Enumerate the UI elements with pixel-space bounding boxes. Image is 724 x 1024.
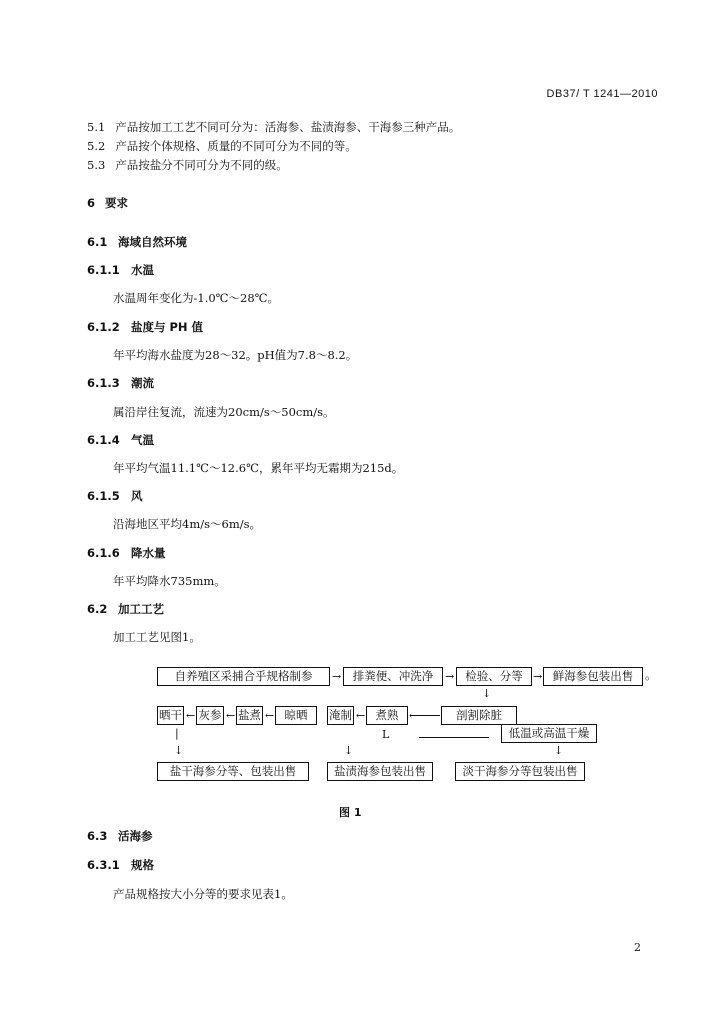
flow-box-gut: 剖割除脏 xyxy=(441,706,517,725)
section-6-1-1-heading xyxy=(87,262,154,278)
flow-box-sun-dry: 晒干 xyxy=(157,706,184,725)
section-number: 6.1 xyxy=(87,235,108,249)
arrow-left-icon: ← xyxy=(356,709,366,722)
connector-corner-mark: L xyxy=(382,728,390,741)
clause-5-2 xyxy=(87,138,357,154)
section-number: 6 xyxy=(87,196,96,210)
section-title: 潮流 xyxy=(131,376,154,390)
section-6-2-heading xyxy=(87,601,164,617)
section-title: 加工工艺 xyxy=(118,602,164,616)
arrow-right-icon: → xyxy=(445,670,455,683)
flow-box-fresh-sale: 鲜海参包装出售 xyxy=(543,667,643,686)
clause-number: 5.1 xyxy=(87,120,106,134)
section-title: 降水量 xyxy=(131,546,166,560)
flow-box-dry-temp: 低温或高温干燥 xyxy=(501,724,597,743)
standard-number: DB37/ T 1241—2010 xyxy=(546,88,658,100)
flow-box-salt-boil: 盐煮 xyxy=(236,706,263,725)
section-6-2-body: 加工工艺见图1。 xyxy=(113,630,201,644)
connector-line xyxy=(419,737,489,738)
section-6-3-1-heading xyxy=(87,857,154,873)
arrow-left-icon: ← xyxy=(265,709,275,722)
clause-5-1 xyxy=(87,119,460,135)
section-number: 6.1.3 xyxy=(87,376,120,390)
flow-box-salt-dry-sale: 盐干海参分等、包装出售 xyxy=(157,762,309,781)
clause-5-3 xyxy=(87,157,288,173)
clause-text: 产品按盐分不同可分为不同的级。 xyxy=(115,158,288,172)
flow-box-clean: 排粪便、冲洗净 xyxy=(343,667,443,686)
section-6-1-6-heading xyxy=(87,545,166,561)
section-number: 6.2 xyxy=(87,602,108,616)
section-number: 6.1.1 xyxy=(87,263,120,277)
section-title: 活海参 xyxy=(118,829,153,843)
arrow-down-icon: ↓ xyxy=(174,744,184,757)
section-title: 盐度与 PH 值 xyxy=(131,320,204,334)
flow-box-salting: 淹制 xyxy=(327,706,354,725)
flow-box-boil-cook: 煮熟 xyxy=(366,706,408,725)
section-title: 海域自然环境 xyxy=(118,235,187,249)
flow-box-light-dry-sale: 淡干海参分等包装出售 xyxy=(455,762,585,781)
section-6-1-3-heading xyxy=(87,375,154,391)
arrow-right-icon: → xyxy=(332,670,342,683)
section-title: 风 xyxy=(131,489,143,503)
trailing-mark: 。 xyxy=(645,668,658,682)
arrow-right-icon: → xyxy=(533,670,543,683)
section-6-1-4-body: 年平均气温11.1℃～12.6℃，累年平均无霜期为215d。 xyxy=(113,461,404,475)
section-6-1-6-body: 年平均降水735mm。 xyxy=(113,574,226,588)
section-6-1-1-body: 水温周年变化为-1.0℃～28℃。 xyxy=(113,291,280,305)
section-title: 要求 xyxy=(105,196,128,210)
arrow-down-icon: ↓ xyxy=(344,744,354,757)
arrow-down-icon: ↓ xyxy=(482,687,492,700)
flow-box-harvest: 自养殖区采捕合乎规格制参 xyxy=(157,667,330,686)
section-6-1-4-heading xyxy=(87,432,154,448)
clause-text: 产品按加工工艺不同可分为：活海参、盐渍海参、干海参三种产品。 xyxy=(115,120,461,134)
section-6-1-3-body: 属沿岸往复流，流速为20cm/s～50cm/s。 xyxy=(113,405,335,419)
flow-box-salted-sale: 盐渍海参包装出售 xyxy=(327,762,433,781)
section-number: 6.3.1 xyxy=(87,858,120,872)
clause-number: 5.3 xyxy=(87,158,106,172)
flow-box-ash-ginseng: 灰参 xyxy=(196,706,224,725)
section-6-3-heading xyxy=(87,828,153,844)
section-6-1-heading xyxy=(87,234,187,250)
section-title: 水温 xyxy=(131,263,154,277)
section-number: 6.1.5 xyxy=(87,489,120,503)
flow-box-air-dry: 晾晒 xyxy=(275,706,317,725)
connector-pipe: | xyxy=(175,727,179,740)
figure-caption: 图 1 xyxy=(339,806,362,819)
section-6-heading xyxy=(87,195,128,211)
section-title: 气温 xyxy=(131,433,154,447)
clause-number: 5.2 xyxy=(87,139,106,153)
flow-box-inspect-grade: 检验、分等 xyxy=(456,667,532,686)
page-number: 2 xyxy=(634,941,641,954)
section-6-1-5-heading xyxy=(87,488,143,504)
arrow-left-icon: ← xyxy=(186,709,196,722)
section-number: 6.3 xyxy=(87,829,108,843)
section-6-1-5-body: 沿海地区平均4m/s～6m/s。 xyxy=(113,517,261,531)
section-6-1-2-heading xyxy=(87,319,203,335)
section-6-3-1-body: 产品规格按大小分等的要求见表1。 xyxy=(113,887,293,901)
section-number: 6.1.6 xyxy=(87,546,120,560)
section-number: 6.1.2 xyxy=(87,320,120,334)
arrow-down-icon: ↓ xyxy=(554,744,564,757)
section-number: 6.1.4 xyxy=(87,433,120,447)
arrow-left-icon: ← xyxy=(226,709,236,722)
section-title: 规格 xyxy=(131,858,154,872)
arrow-left-icon: ← xyxy=(409,709,419,722)
section-6-1-2-body: 年平均海水盐度为28～32。pH值为7.8～8.2。 xyxy=(113,348,358,362)
clause-text: 产品按个体规格、质量的不同可分为不同的等。 xyxy=(115,139,357,153)
